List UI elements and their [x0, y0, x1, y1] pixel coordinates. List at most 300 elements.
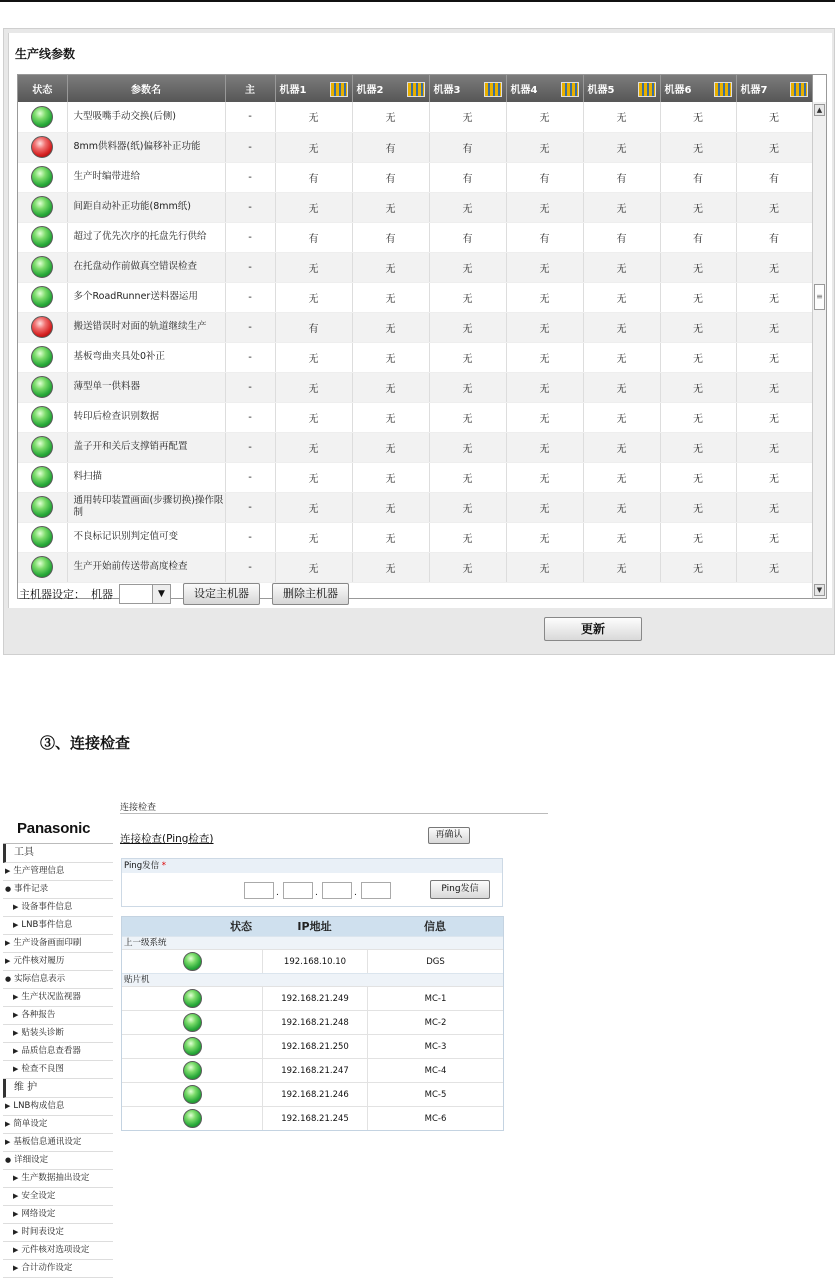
column-header-machine-7	[736, 75, 812, 102]
recheck-button[interactable]: 再确认	[428, 827, 470, 844]
machine-value: 无	[429, 522, 506, 552]
status-green-icon	[183, 1013, 202, 1032]
table-row[interactable]	[18, 162, 812, 192]
master-value: -	[225, 522, 275, 552]
sidebar-item-label: 贴装头诊断	[21, 1028, 64, 1038]
table-row[interactable]	[18, 522, 812, 552]
status-green-icon	[31, 226, 53, 248]
machine-value: 无	[352, 312, 429, 342]
status-cell	[18, 402, 67, 432]
sidebar-item-label: 各种报告	[21, 1010, 56, 1020]
machine-value: 无	[429, 342, 506, 372]
triangle-right-icon: ▶	[13, 1246, 19, 1254]
triangle-right-icon: ▶	[13, 1011, 19, 1019]
scroll-down-icon[interactable]: ▼	[814, 584, 825, 596]
status-cell	[122, 1109, 262, 1128]
sidebar-item[interactable]	[3, 1260, 113, 1278]
sidebar-item[interactable]	[3, 1170, 113, 1188]
machine-column-label: 机器3	[433, 84, 461, 96]
machine-value: 无	[352, 522, 429, 552]
machine-value: 无	[352, 462, 429, 492]
master-value: -	[225, 552, 275, 582]
machine-value: 无	[275, 132, 352, 162]
sidebar-item-label: 元件核对选项设定	[21, 1245, 90, 1255]
sidebar-item[interactable]	[3, 971, 113, 989]
machine-value: 无	[275, 102, 352, 132]
machine-value: 无	[583, 342, 660, 372]
column-header-machine-4	[506, 75, 583, 102]
triangle-right-icon: ▶	[13, 1047, 19, 1055]
sidebar-item[interactable]	[3, 953, 113, 971]
ip-octet-3-input[interactable]	[322, 882, 352, 899]
status-green-icon	[31, 166, 53, 188]
machine-value: 有	[736, 162, 812, 192]
machine-value: 无	[429, 402, 506, 432]
master-value: -	[225, 372, 275, 402]
triangle-right-icon: ▶	[13, 903, 19, 911]
machine-value: 无	[352, 102, 429, 132]
status-cell	[122, 989, 262, 1008]
breadcrumb: 连接检查	[120, 803, 157, 813]
machine-value: 无	[429, 492, 506, 522]
sidebar-item-label: 生产状况监视器	[21, 992, 81, 1002]
machine-value: 无	[352, 402, 429, 432]
table-row	[122, 1106, 503, 1130]
machine-value: 无	[583, 552, 660, 582]
machine-value: 无	[429, 102, 506, 132]
parameter-name: 搬送错误时对面的轨道继续生产	[67, 312, 225, 342]
ip-address: 192.168.21.245	[262, 1107, 367, 1130]
machine-value: 有	[583, 162, 660, 192]
machine-value: 有	[429, 132, 506, 162]
table-row[interactable]	[18, 102, 812, 132]
machine-value: 无	[736, 252, 812, 282]
status-green-icon	[31, 406, 53, 428]
connection-table	[121, 916, 504, 1131]
column-settings-icon[interactable]	[330, 82, 348, 97]
machine-value: 无	[429, 282, 506, 312]
ip-address: 192.168.10.10	[262, 950, 367, 973]
column-settings-icon[interactable]	[714, 82, 732, 97]
status-cell	[18, 462, 67, 492]
bullet-icon: ●	[5, 975, 12, 983]
status-cell	[18, 192, 67, 222]
machine-value: 无	[736, 402, 812, 432]
device-info: MC-6	[367, 1107, 503, 1130]
sidebar-item[interactable]	[3, 1188, 113, 1206]
connection-table-header	[122, 917, 503, 936]
table-row	[122, 986, 503, 1010]
triangle-right-icon: ▶	[13, 1210, 19, 1218]
vertical-scrollbar[interactable]	[812, 102, 826, 598]
table-row[interactable]	[18, 132, 812, 162]
sidebar-item[interactable]	[3, 1116, 113, 1134]
machine-value: 有	[660, 162, 736, 192]
machine-value: 无	[275, 372, 352, 402]
machine-value: 无	[660, 432, 736, 462]
ip-dot: .	[276, 888, 279, 898]
table-row[interactable]	[18, 432, 812, 462]
parameter-name: 不良标记识别判定值可变	[67, 522, 225, 552]
machine-value: 有	[275, 222, 352, 252]
machine-value: 无	[506, 492, 583, 522]
machine-value: 无	[736, 312, 812, 342]
sidebar-item-label: 品质信息查看器	[21, 1046, 81, 1056]
master-value: -	[225, 402, 275, 432]
machine-value: 无	[506, 552, 583, 582]
status-green-icon	[31, 496, 53, 518]
scroll-up-icon[interactable]: ▲	[814, 104, 825, 116]
machine-value: 有	[506, 222, 583, 252]
machine-value: 无	[275, 342, 352, 372]
parameter-name: 通用转印装置画面(步骤切换)操作限制	[67, 492, 225, 522]
status-green-icon	[183, 1037, 202, 1056]
machine-value: 无	[736, 342, 812, 372]
column-settings-icon[interactable]	[790, 82, 808, 97]
group-label: 上一级系统	[122, 936, 503, 949]
status-cell	[18, 522, 67, 552]
machine-value: 无	[660, 522, 736, 552]
delete-master-button[interactable]: 删除主机器	[272, 583, 349, 605]
machine-value: 无	[583, 252, 660, 282]
parameter-name: 生产开始前传送带高度检查	[67, 552, 225, 582]
machine-value: 有	[429, 222, 506, 252]
device-info: MC-4	[367, 1059, 503, 1082]
table-row	[122, 949, 503, 973]
device-info: DGS	[367, 950, 503, 973]
ip-octet-2-input[interactable]	[283, 882, 313, 899]
machine-value: 无	[660, 342, 736, 372]
column-header-machine-3	[429, 75, 506, 102]
machine-value: 无	[736, 132, 812, 162]
page-title: 生产线参数	[15, 47, 76, 61]
status-cell	[122, 1085, 262, 1104]
table-row[interactable]	[18, 222, 812, 252]
group-label: 贴片机	[122, 973, 503, 986]
machine-value: 无	[736, 492, 812, 522]
column-header-machine-6	[660, 75, 736, 102]
status-cell	[122, 952, 262, 971]
status-green-icon	[183, 1061, 202, 1080]
machine-value: 无	[583, 132, 660, 162]
triangle-right-icon: ▶	[13, 1029, 19, 1037]
machine-value: 无	[660, 492, 736, 522]
machine-column-label: 机器6	[664, 84, 692, 96]
machine-value: 无	[506, 372, 583, 402]
machine-value: 无	[506, 342, 583, 372]
sidebar-item[interactable]	[3, 1061, 113, 1079]
parameter-name: 间距自动补正功能(8mm纸)	[67, 192, 225, 222]
table-row[interactable]	[18, 282, 812, 312]
table-row[interactable]	[18, 192, 812, 222]
machine-value: 无	[506, 252, 583, 282]
sidebar-item[interactable]	[3, 917, 113, 935]
sidebar-item-label: 生产数据抽出设定	[21, 1173, 90, 1183]
table-row[interactable]	[18, 252, 812, 282]
scrollbar-thumb[interactable]: ≡	[814, 284, 825, 310]
machine-value: 有	[429, 162, 506, 192]
machine-value: 无	[660, 552, 736, 582]
sidebar-item-label: 元件核对履历	[13, 956, 65, 966]
machine-label: 机器	[91, 588, 113, 601]
panasonic-logo: Panasonic	[17, 820, 91, 837]
machine-value: 无	[429, 252, 506, 282]
machine-value: 无	[429, 432, 506, 462]
ip-dot: .	[354, 888, 357, 898]
machine-value: 无	[583, 522, 660, 552]
sidebar-item[interactable]	[3, 881, 113, 899]
sidebar-item[interactable]	[3, 1206, 113, 1224]
machine-value: 无	[583, 192, 660, 222]
sidebar-item-label: 设备事件信息	[21, 902, 73, 912]
machine-value: 无	[660, 372, 736, 402]
sidebar-item[interactable]	[3, 863, 113, 881]
sidebar-item[interactable]	[3, 1025, 113, 1043]
machine-value: 无	[352, 252, 429, 282]
ip-dot: .	[315, 888, 318, 898]
machine-value: 无	[583, 402, 660, 432]
master-value: -	[225, 162, 275, 192]
sidebar-item-label: 简单设定	[13, 1119, 48, 1129]
machine-value: 无	[429, 462, 506, 492]
machine-value: 无	[736, 102, 812, 132]
ip-octet-4-input[interactable]	[361, 882, 391, 899]
parameter-name: 在托盘动作前做真空错误检查	[67, 252, 225, 282]
sidebar-item-label: 生产管理信息	[13, 866, 65, 876]
machine-value: 无	[736, 462, 812, 492]
status-green-icon	[31, 196, 53, 218]
sidebar-item[interactable]	[3, 1152, 113, 1170]
column-settings-icon[interactable]	[638, 82, 656, 97]
master-value: -	[225, 492, 275, 522]
sidebar-item[interactable]	[3, 1098, 113, 1116]
ip-address: 192.168.21.248	[262, 1011, 367, 1034]
machine-value: 无	[583, 312, 660, 342]
column-header-status: 状态	[230, 920, 252, 933]
master-value: -	[225, 312, 275, 342]
status-cell	[18, 492, 67, 522]
bullet-icon: ●	[5, 1156, 12, 1164]
device-info: MC-5	[367, 1083, 503, 1106]
status-green-icon	[31, 346, 53, 368]
machine-value: 无	[506, 282, 583, 312]
column-settings-icon[interactable]	[561, 82, 579, 97]
sidebar-item-label: 维 护	[14, 1082, 38, 1093]
status-red-icon	[31, 316, 53, 338]
sidebar-item[interactable]	[3, 1242, 113, 1260]
machine-value: 无	[660, 132, 736, 162]
section-heading: ③、连接检查	[40, 734, 131, 752]
device-info: MC-3	[367, 1035, 503, 1058]
sidebar-item-label: 基板信息通讯设定	[13, 1137, 82, 1147]
device-info: MC-1	[367, 987, 503, 1010]
panel-content	[8, 33, 832, 608]
machine-value: 无	[352, 342, 429, 372]
machine-value: 无	[352, 432, 429, 462]
machine-value: 无	[506, 462, 583, 492]
sidebar-item[interactable]	[3, 1224, 113, 1242]
status-cell	[122, 1013, 262, 1032]
sidebar-item-label: LNB构成信息	[13, 1101, 65, 1111]
chevron-down-icon[interactable]: ▼	[152, 585, 170, 603]
machine-value: 无	[506, 402, 583, 432]
machine-value: 有	[352, 222, 429, 252]
status-green-icon	[183, 989, 202, 1008]
machine-value: 无	[583, 282, 660, 312]
triangle-right-icon: ▶	[13, 1264, 19, 1272]
table-row[interactable]	[18, 552, 812, 582]
ip-address: 192.168.21.247	[262, 1059, 367, 1082]
parameter-name: 转印后检查识别数据	[67, 402, 225, 432]
status-cell	[18, 432, 67, 462]
ip-address: 192.168.21.250	[262, 1035, 367, 1058]
sidebar-item[interactable]	[3, 899, 113, 917]
sidebar-item-label: 时间表设定	[21, 1227, 64, 1237]
column-header-param: 参数名	[67, 75, 225, 102]
table-row[interactable]	[18, 492, 812, 522]
machine-value: 无	[583, 102, 660, 132]
machine-value: 无	[429, 372, 506, 402]
table-row[interactable]	[18, 342, 812, 372]
status-green-icon	[31, 526, 53, 548]
status-green-icon	[31, 106, 53, 128]
sidebar-item[interactable]	[3, 1043, 113, 1061]
machine-value: 无	[429, 192, 506, 222]
machine-value: 无	[736, 192, 812, 222]
ping-send-button[interactable]: Ping发信	[430, 880, 490, 899]
sidebar-item-label: 网络设定	[21, 1209, 56, 1219]
sidebar-item-label: LNB事件信息	[21, 920, 73, 930]
column-settings-icon[interactable]	[484, 82, 502, 97]
machine-value: 有	[352, 162, 429, 192]
machine-value: 无	[506, 522, 583, 552]
status-green-icon	[31, 286, 53, 308]
master-value: -	[225, 462, 275, 492]
parameter-name: 8mm供料器(纸)偏移补正功能	[67, 132, 225, 162]
status-green-icon	[183, 1109, 202, 1128]
status-green-icon	[31, 466, 53, 488]
machine-value: 无	[736, 372, 812, 402]
triangle-right-icon: ▶	[5, 1102, 11, 1110]
machine-value: 无	[506, 102, 583, 132]
sidebar-item[interactable]	[3, 1134, 113, 1152]
triangle-right-icon: ▶	[13, 1065, 19, 1073]
status-cell	[18, 132, 67, 162]
status-green-icon	[31, 436, 53, 458]
machine-column-label: 机器7	[740, 84, 768, 96]
sidebar-item[interactable]	[3, 935, 113, 953]
table-row[interactable]	[18, 462, 812, 492]
status-green-icon	[183, 1085, 202, 1104]
triangle-right-icon: ▶	[5, 957, 11, 965]
machine-column-label: 机器2	[356, 84, 384, 96]
master-value: -	[225, 252, 275, 282]
column-header-status: 状态	[18, 75, 67, 102]
parameter-table	[18, 75, 813, 583]
machine-value: 无	[506, 132, 583, 162]
status-cell	[18, 552, 67, 582]
machine-value: 有	[736, 222, 812, 252]
master-setting-label: 主机器设定：	[19, 588, 85, 601]
machine-value: 无	[352, 552, 429, 582]
sidebar-item[interactable]	[3, 989, 113, 1007]
sidebar-section-header	[3, 844, 113, 863]
machine-value: 无	[736, 282, 812, 312]
status-cell	[18, 282, 67, 312]
machine-value: 有	[352, 132, 429, 162]
triangle-right-icon: ▶	[13, 921, 19, 929]
machine-column-label: 机器5	[587, 84, 615, 96]
status-cell	[18, 342, 67, 372]
parameter-name: 多个RoadRunner送料器运用	[67, 282, 225, 312]
machine-value: 无	[352, 372, 429, 402]
machine-value: 无	[275, 282, 352, 312]
required-mark: *	[161, 861, 167, 871]
parameter-table-container[interactable]	[17, 74, 827, 599]
ping-send-header	[122, 859, 502, 873]
ip-address: 192.168.21.246	[262, 1083, 367, 1106]
status-cell	[18, 372, 67, 402]
status-cell	[18, 252, 67, 282]
master-value: -	[225, 102, 275, 132]
machine-value: 无	[506, 312, 583, 342]
set-master-button[interactable]: 设定主机器	[183, 583, 260, 605]
column-header-ip: IP地址	[297, 920, 332, 933]
ping-send-label: Ping发信	[124, 861, 160, 871]
machine-value: 有	[583, 222, 660, 252]
machine-value: 无	[583, 462, 660, 492]
column-settings-icon[interactable]	[407, 82, 425, 97]
update-button[interactable]: 更新	[544, 617, 642, 641]
machine-value: 有	[506, 162, 583, 192]
machine-value: 无	[275, 192, 352, 222]
status-green-icon	[31, 256, 53, 278]
machine-value: 无	[660, 102, 736, 132]
triangle-right-icon: ▶	[5, 867, 11, 875]
status-green-icon	[31, 376, 53, 398]
device-info: MC-2	[367, 1011, 503, 1034]
machine-value: 无	[583, 492, 660, 522]
column-header-machine-5	[583, 75, 660, 102]
triangle-right-icon: ▶	[13, 993, 19, 1001]
production-line-panel	[3, 28, 835, 655]
ip-octet-1-input[interactable]	[244, 882, 274, 899]
sidebar-item-label: 实际信息表示	[14, 974, 66, 984]
machine-value: 无	[275, 492, 352, 522]
triangle-right-icon: ▶	[5, 939, 11, 947]
table-row[interactable]	[18, 402, 812, 432]
triangle-right-icon: ▶	[13, 1174, 19, 1182]
machine-value: 无	[660, 462, 736, 492]
machine-value: 无	[583, 372, 660, 402]
machine-select[interactable]	[119, 584, 171, 604]
machine-value: 无	[583, 432, 660, 462]
machine-value: 无	[352, 282, 429, 312]
sidebar-item-label: 详细设定	[14, 1155, 49, 1165]
table-row[interactable]	[18, 312, 812, 342]
machine-value: 无	[352, 192, 429, 222]
status-green-icon	[31, 556, 53, 578]
machine-value: 无	[429, 552, 506, 582]
machine-value: 无	[275, 522, 352, 552]
machine-value: 无	[736, 432, 812, 462]
status-red-icon	[31, 136, 53, 158]
sidebar-item[interactable]	[3, 1007, 113, 1025]
machine-value: 无	[660, 282, 736, 312]
table-row	[122, 1034, 503, 1058]
table-row[interactable]	[18, 372, 812, 402]
machine-value: 无	[660, 312, 736, 342]
